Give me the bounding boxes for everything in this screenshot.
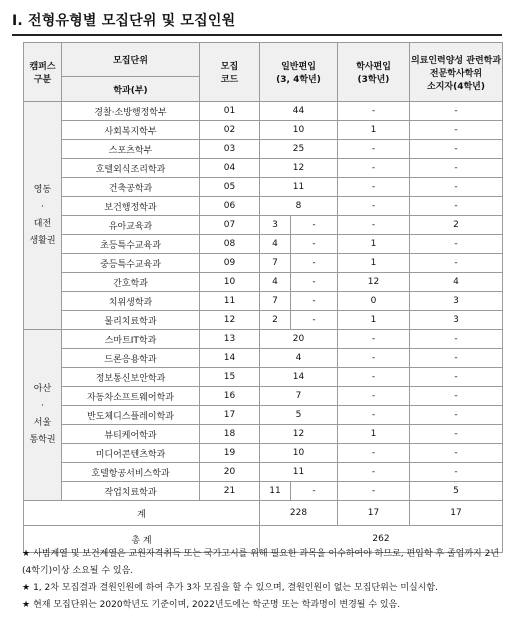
dept-cell: 스마트IT학과 <box>62 330 200 349</box>
note-text: 1, 2차 모집결과 결원인원에 하여 추가 3차 모집을 할 수 있으며, 결원인원이 없는 모집단위는 미실시함. <box>33 583 438 593</box>
table-row <box>24 197 503 216</box>
note-item <box>22 546 502 580</box>
code-cell: 02 <box>200 121 260 140</box>
dept-cell: 치위생학과 <box>62 292 200 311</box>
total-value: 262 <box>260 526 503 553</box>
campus-cell: 영동 · 대전 생활권 <box>24 102 62 330</box>
general-cell: 12 <box>260 159 338 178</box>
bachelor-cell: - <box>338 197 410 216</box>
table-row <box>24 406 503 425</box>
general-sub-value: - <box>290 292 337 310</box>
medical-cell: - <box>410 102 503 121</box>
general-cell: 11 <box>260 463 338 482</box>
dept-cell: 건축공학과 <box>62 178 200 197</box>
dept-cell: 사회복지학부 <box>62 121 200 140</box>
general-value: 11 <box>269 486 281 496</box>
bachelor-cell: - <box>338 368 410 387</box>
bachelor-cell: 12 <box>338 273 410 292</box>
general-sub-value: - <box>290 311 337 329</box>
dept-cell: 작업치료학과 <box>62 482 200 501</box>
table-body <box>24 102 503 501</box>
section-title: Ⅰ. 전형유형별 모집단위 및 모집인원 <box>12 13 236 29</box>
medical-cell: - <box>410 197 503 216</box>
star-icon: ★ <box>22 549 31 559</box>
table-row <box>24 444 503 463</box>
code-cell: 16 <box>200 387 260 406</box>
code-cell: 19 <box>200 444 260 463</box>
header-general: 일반편입 (3, 4학년) <box>260 43 338 102</box>
code-cell: 04 <box>200 159 260 178</box>
note-item <box>22 580 502 597</box>
bachelor-cell: 1 <box>338 311 410 330</box>
medical-cell: 5 <box>410 482 503 501</box>
code-cell: 07 <box>200 216 260 235</box>
bachelor-cell: - <box>338 178 410 197</box>
table-row <box>24 159 503 178</box>
header-bachelor: 학사편입 (3학년) <box>338 43 410 102</box>
bachelor-cell: 1 <box>338 425 410 444</box>
general-cell <box>260 235 338 254</box>
table-row <box>24 368 503 387</box>
note-item <box>22 597 502 614</box>
medical-cell: - <box>410 368 503 387</box>
table-row <box>24 273 503 292</box>
general-cell: 5 <box>260 406 338 425</box>
general-cell <box>260 292 338 311</box>
medical-cell: 3 <box>410 292 503 311</box>
medical-cell: - <box>410 406 503 425</box>
medical-cell: - <box>410 121 503 140</box>
notes <box>22 546 502 614</box>
subtotal-medical: 17 <box>410 501 503 526</box>
table-row <box>24 463 503 482</box>
general-sub-value: - <box>290 273 337 291</box>
subtotal-row <box>24 501 503 526</box>
bachelor-cell: - <box>338 159 410 178</box>
dept-cell: 간호학과 <box>62 273 200 292</box>
dept-cell: 반도체디스플레이학과 <box>62 406 200 425</box>
table-row <box>24 311 503 330</box>
dept-cell: 자동차소프트웨어학과 <box>62 387 200 406</box>
general-value: 4 <box>272 239 278 249</box>
note-text: 사범계열 및 보건계열은 교원자격취득 또는 국가고시를 위해 필요한 과목을 이수하여야 하므로, 편입학 후 졸업까지 2년(4학기)이상 소요될 수 있음. <box>22 549 500 576</box>
code-cell: 13 <box>200 330 260 349</box>
recruitment-table <box>23 42 503 553</box>
header-unit: 모집단위 <box>62 43 200 77</box>
general-value: 7 <box>272 258 278 268</box>
general-value: 4 <box>272 277 278 287</box>
bachelor-cell: - <box>338 387 410 406</box>
code-cell: 01 <box>200 102 260 121</box>
code-cell: 14 <box>200 349 260 368</box>
general-cell: 7 <box>260 387 338 406</box>
general-cell <box>260 254 338 273</box>
dept-cell: 드론응용학과 <box>62 349 200 368</box>
general-value: 2 <box>272 315 278 325</box>
code-cell: 09 <box>200 254 260 273</box>
table-row <box>24 425 503 444</box>
general-cell: 8 <box>260 197 338 216</box>
general-cell <box>260 273 338 292</box>
table-row <box>24 102 503 121</box>
table-row <box>24 349 503 368</box>
general-cell: 20 <box>260 330 338 349</box>
dept-cell: 유아교육과 <box>62 216 200 235</box>
code-cell: 11 <box>200 292 260 311</box>
medical-cell: 4 <box>410 273 503 292</box>
medical-cell: - <box>410 444 503 463</box>
medical-cell: 2 <box>410 216 503 235</box>
general-sub-value: - <box>290 254 337 272</box>
general-cell: 44 <box>260 102 338 121</box>
subtotal-label: 계 <box>24 501 260 526</box>
bachelor-cell: - <box>338 102 410 121</box>
medical-cell: - <box>410 235 503 254</box>
code-cell: 21 <box>200 482 260 501</box>
bachelor-cell: - <box>338 444 410 463</box>
code-cell: 06 <box>200 197 260 216</box>
total-label: 총 계 <box>24 526 260 553</box>
dept-cell: 스포츠학부 <box>62 140 200 159</box>
dept-cell: 뷰티케어학과 <box>62 425 200 444</box>
medical-cell: - <box>410 425 503 444</box>
header-campus: 캠퍼스 구분 <box>24 43 62 102</box>
star-icon: ★ <box>22 600 31 610</box>
code-cell: 20 <box>200 463 260 482</box>
bachelor-cell: - <box>338 216 410 235</box>
bachelor-cell: - <box>338 140 410 159</box>
header-medical: 의료인력양성 관련학과 전문학사학위 소지자(4학년) <box>410 43 503 102</box>
code-cell: 18 <box>200 425 260 444</box>
bachelor-cell: - <box>338 349 410 368</box>
general-cell: 10 <box>260 444 338 463</box>
medical-cell: - <box>410 140 503 159</box>
table-row <box>24 482 503 501</box>
medical-cell: - <box>410 349 503 368</box>
code-cell: 10 <box>200 273 260 292</box>
code-cell: 03 <box>200 140 260 159</box>
general-cell: 14 <box>260 368 338 387</box>
dept-cell: 초등특수교육과 <box>62 235 200 254</box>
dept-cell: 물리치료학과 <box>62 311 200 330</box>
bachelor-cell: - <box>338 330 410 349</box>
code-cell: 05 <box>200 178 260 197</box>
table-row <box>24 216 503 235</box>
table-row <box>24 140 503 159</box>
general-cell: 10 <box>260 121 338 140</box>
dept-cell: 호텔외식조리학과 <box>62 159 200 178</box>
table-row <box>24 235 503 254</box>
medical-cell: - <box>410 387 503 406</box>
general-cell: 4 <box>260 349 338 368</box>
general-sub-value: - <box>290 482 337 500</box>
medical-cell: - <box>410 254 503 273</box>
general-cell <box>260 482 338 501</box>
code-cell: 15 <box>200 368 260 387</box>
medical-cell: - <box>410 330 503 349</box>
header-code: 모집 코드 <box>200 43 260 102</box>
medical-cell: - <box>410 159 503 178</box>
header-dept: 학과(부) <box>62 77 200 102</box>
bachelor-cell: - <box>338 406 410 425</box>
bachelor-cell: 0 <box>338 292 410 311</box>
bachelor-cell: 1 <box>338 235 410 254</box>
dept-cell: 경찰·소방행정학부 <box>62 102 200 121</box>
table-row <box>24 387 503 406</box>
general-cell: 11 <box>260 178 338 197</box>
bachelor-cell: - <box>338 482 410 501</box>
star-icon: ★ <box>22 583 31 593</box>
bachelor-cell: 1 <box>338 254 410 273</box>
general-cell <box>260 311 338 330</box>
general-sub-value: - <box>290 235 337 253</box>
note-text: 현재 모집단위는 2020학년도 기준이며, 2022년도에는 학군명 또는 학과명이 변경될 수 있음. <box>33 600 401 610</box>
code-cell: 17 <box>200 406 260 425</box>
general-value: 7 <box>272 296 278 306</box>
subtotal-bachelor: 17 <box>338 501 410 526</box>
title-underline <box>12 34 502 36</box>
code-cell: 12 <box>200 311 260 330</box>
table-row <box>24 254 503 273</box>
bachelor-cell: 1 <box>338 121 410 140</box>
dept-cell: 중등특수교육과 <box>62 254 200 273</box>
dept-cell: 호텔항공서비스학과 <box>62 463 200 482</box>
medical-cell: - <box>410 178 503 197</box>
general-sub-value: - <box>290 216 337 234</box>
table-row <box>24 121 503 140</box>
code-cell: 08 <box>200 235 260 254</box>
campus-cell: 아산 · 서울 통학권 <box>24 330 62 501</box>
general-value: 3 <box>272 220 278 230</box>
dept-cell: 정보통신보안학과 <box>62 368 200 387</box>
table-row <box>24 330 503 349</box>
dept-cell: 미디어콘텐츠학과 <box>62 444 200 463</box>
dept-cell: 보건행정학과 <box>62 197 200 216</box>
bachelor-cell: - <box>338 463 410 482</box>
table-row <box>24 178 503 197</box>
medical-cell: - <box>410 463 503 482</box>
general-cell: 25 <box>260 140 338 159</box>
general-cell <box>260 216 338 235</box>
table-row <box>24 292 503 311</box>
general-cell: 12 <box>260 425 338 444</box>
medical-cell: 3 <box>410 311 503 330</box>
subtotal-general: 228 <box>260 501 338 526</box>
